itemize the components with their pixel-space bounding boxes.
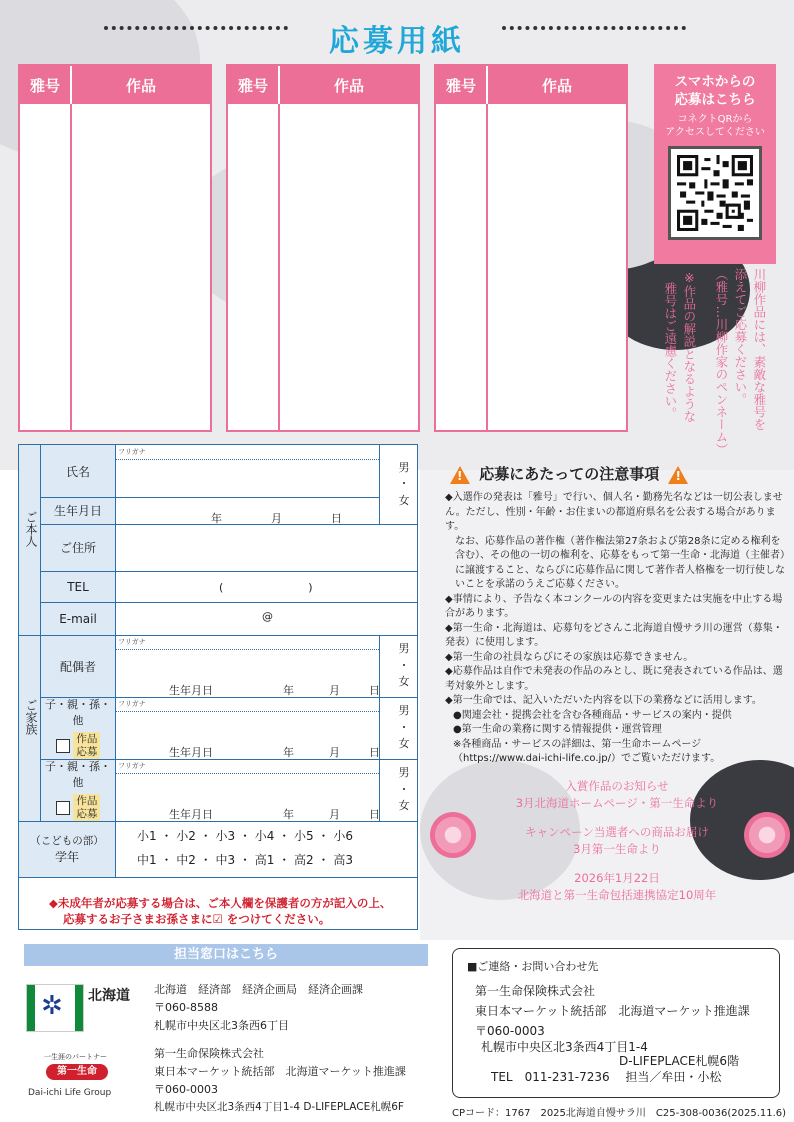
divider: [41, 602, 417, 603]
furigana-divider: [115, 649, 379, 650]
note-item: ●第一生命の業務に関する情報提供・運営管理: [453, 724, 662, 735]
furigana-label: フリガナ: [118, 638, 146, 646]
announce-5: 2026年1月22日: [574, 871, 660, 885]
entry-card-1: [18, 64, 212, 432]
hokkaido-logo-icon: ✲: [26, 984, 84, 1032]
sakuhin-field[interactable]: [488, 104, 626, 430]
divider: [115, 445, 116, 877]
tanto-bar: 担当窓口はこちら: [24, 944, 428, 966]
hokkaido-dept: 北海道 経済部 経済企画局 経済企画課: [154, 983, 363, 996]
vertical-note-3: （雅号…川柳作家のペンネーム）: [713, 268, 729, 456]
male-option[interactable]: 男: [398, 460, 410, 474]
female-option[interactable]: 女: [398, 737, 410, 751]
note-item: ◆応募作品は自作で未発表の作品のみとし、既に発表されている作品は、選考対象外とします。: [445, 666, 783, 692]
daiichi-en-logo: Dai-ichi Life Group: [28, 1088, 112, 1098]
announce-2: 3月北海道ホームページ・第一生命より: [515, 796, 719, 810]
sakuhin-oubo-badge: [73, 732, 100, 759]
contact-title: ■ご連絡・お問い合わせ先: [467, 960, 599, 973]
separator-dot: ・: [398, 782, 410, 796]
sex-selector[interactable]: [391, 445, 417, 524]
furigana-label: フリガナ: [118, 700, 146, 708]
warning-icon: !: [668, 466, 688, 484]
divider: [41, 571, 417, 572]
month-unit: 月: [329, 684, 340, 697]
gago-field[interactable]: [228, 104, 280, 430]
female-option[interactable]: 女: [398, 675, 410, 689]
hokkaido-logo-text: 北海道: [88, 988, 130, 1004]
gago-header: 雅号: [436, 66, 488, 104]
relation-label: 子・親・孫・他: [45, 698, 111, 728]
sakuhin-header: 作品: [280, 66, 418, 104]
spouse-label: 配偶者: [41, 635, 115, 697]
daiichi-dept: 東日本マーケット統括部 北海道マーケット推進課: [154, 1065, 406, 1078]
family-label-1: [41, 697, 115, 759]
notes-title-row: [450, 463, 688, 484]
vertical-note-2: 添えてご応募ください。: [732, 268, 748, 406]
entry-card-2: [226, 64, 420, 432]
page-title: 応募用紙: [329, 24, 465, 59]
footer-code: CPコード：1767 2025北海道自慢サラ川 C25-308-0036(2025.11.6): [452, 1108, 787, 1119]
female-option[interactable]: 女: [398, 493, 410, 507]
divider: [41, 759, 417, 760]
furigana-divider: [115, 459, 379, 460]
qr-code[interactable]: [668, 146, 762, 240]
notes-list: [445, 491, 785, 767]
announce-6: 北海道と第一生命包括連携協定10周年: [517, 888, 717, 902]
tel-field[interactable]: ( ): [219, 581, 314, 594]
announce-3: キャンペーン当選者への商品お届け: [525, 825, 709, 839]
day-unit: 日: [369, 808, 380, 821]
minor-note-2: 応募するお子さまお孫さまに☑ をつけてください。: [63, 912, 331, 926]
sakuhin-badge-line1: 作品: [76, 733, 98, 746]
qr-sub-1: コネクトQRから: [677, 114, 753, 125]
daiichi-company: 第一生命保険株式会社: [154, 1047, 264, 1060]
sakuhin-badge-line1: 作品: [76, 795, 98, 808]
qr-code-icon: [677, 155, 753, 231]
gago-header: 雅号: [228, 66, 280, 104]
birthday-sub-label: 生年月日: [169, 808, 213, 821]
month-unit: 月: [329, 808, 340, 821]
month-unit: 月: [271, 512, 282, 525]
divider: [41, 497, 379, 498]
divider: [19, 635, 417, 636]
partner-tagline: 一生涯のパートナー: [44, 1053, 107, 1061]
honnin-label: ご本人: [24, 511, 38, 547]
note-item: ◆入選作の発表は「雅号」で行い、個人名・勤務先名などは一切公表しません。ただし、性別・年齢・お住まいの都道府県名を公表する場合があります。: [445, 492, 783, 532]
hokkaido-zip: 〒060-8588: [154, 1001, 218, 1014]
separator-dot: ・: [398, 720, 410, 734]
qr-heading-1: スマホからの: [674, 74, 756, 90]
grade-label: [19, 821, 115, 877]
qr-panel: [654, 64, 776, 264]
email-label: E-mail: [41, 602, 115, 635]
vertical-note-1: 川柳作品には、素敵な雅号を: [751, 268, 767, 431]
vertical-note-4: ※作品の解説となるような: [681, 270, 697, 423]
note-item: ◆第一生命では、記入いただいた内容を以下の業務などに活用します。: [445, 695, 762, 706]
entry-card-3: [434, 64, 628, 432]
birthday-sub-label: 生年月日: [169, 746, 213, 759]
day-unit: 日: [369, 746, 380, 759]
birthday-label: 生年月日: [41, 497, 115, 524]
daiichi-zip: 〒060-0003: [154, 1083, 218, 1096]
warning-icon: !: [450, 466, 470, 484]
divider: [19, 877, 417, 878]
name-field[interactable]: [117, 461, 377, 496]
month-unit: 月: [329, 746, 340, 759]
name-label: 氏名: [41, 445, 115, 497]
grade-title: 学年: [54, 850, 79, 864]
address-field[interactable]: [117, 526, 415, 569]
vertical-note-5: 雅号はご遠慮ください。: [662, 282, 678, 420]
grade-options-secondary[interactable]: 中1 ・ 中2 ・ 中3 ・ 高1 ・ 高2 ・ 高3: [137, 853, 353, 867]
separator-dot: ・: [398, 658, 410, 672]
qr-sub-2: アクセスしてください: [665, 127, 765, 138]
divider: [379, 445, 380, 524]
female-option[interactable]: 女: [398, 799, 410, 813]
divider: [41, 697, 417, 698]
relation-label: 子・親・孫・他: [45, 760, 111, 790]
application-form: [18, 444, 418, 930]
divider: [19, 821, 417, 822]
contact-box: [452, 948, 780, 1098]
child-part-label: （こどもの部）: [30, 835, 104, 847]
kazoku-side: [19, 635, 41, 821]
note-item: ※各種商品・サービスの詳細は、第一生命ホームページ（https://www.dai-ichi-life.co.jp/）でご覧いただけます。: [453, 738, 721, 764]
divider: [41, 524, 417, 525]
year-unit: 年: [211, 512, 222, 525]
year-unit: 年: [283, 808, 294, 821]
sex-selector[interactable]: [391, 635, 417, 697]
year-unit: 年: [283, 684, 294, 697]
furigana-divider: [115, 773, 379, 774]
tel-label: TEL: [41, 571, 115, 602]
sakuhin-header: 作品: [488, 66, 626, 104]
male-option[interactable]: 男: [398, 704, 410, 718]
separator-dot: ・: [398, 477, 410, 491]
gago-header: 雅号: [20, 66, 72, 104]
email-field[interactable]: @: [262, 610, 273, 623]
furigana-divider: [115, 711, 379, 712]
contact-address: 札幌市中央区北3条西4丁目1-4: [481, 1040, 648, 1054]
sakuhin-field[interactable]: [280, 104, 418, 430]
family-checkbox-2[interactable]: [56, 801, 70, 815]
honnin-side: [19, 445, 41, 635]
note-item: ◆第一生命・北海道は、応募句をどさんこ北海道自慢サラ川の運営（募集・発表）に使用します。: [445, 622, 783, 648]
male-option[interactable]: 男: [398, 766, 410, 780]
notes-title: 応募にあたっての注意事項: [479, 465, 660, 483]
kazoku-label: ご家族: [24, 699, 38, 735]
furigana-label: フリガナ: [118, 448, 146, 456]
sex-selector[interactable]: [391, 759, 417, 821]
note-item: ◆事情により、予告なく本コンクールの内容を変更または実施を中止する場合があります。: [445, 593, 783, 619]
contact-tel[interactable]: TEL 011-231-7236 担当／牟田・小松: [491, 1070, 722, 1084]
gago-field[interactable]: [20, 104, 72, 430]
minor-note-1: ◆未成年者が応募する場合は、ご本人欄を保護者の方が記入の上、: [49, 896, 392, 910]
family-checkbox-1[interactable]: [56, 739, 70, 753]
sakuhin-header: 作品: [72, 66, 210, 104]
address-label: ご住所: [41, 524, 115, 571]
announce-1: 入賞作品のお知らせ: [565, 779, 669, 793]
contact-zip: 〒060-0003: [475, 1024, 545, 1038]
sakuhin-badge-line2: 応募: [76, 746, 98, 758]
family-label-2: [41, 759, 115, 821]
daiichi-address: 札幌市中央区北3条西4丁目1-4 D-LIFEPLACE札幌6F: [154, 1101, 404, 1113]
sex-selector[interactable]: [391, 697, 417, 759]
qr-heading-2: 応募はこちら: [674, 92, 756, 108]
birthday-sub-label: 生年月日: [169, 684, 213, 697]
gago-field[interactable]: [436, 104, 488, 430]
daiichi-logo: 第一生命: [46, 1064, 108, 1080]
sakuhin-field[interactable]: [72, 104, 210, 430]
note-item: なお、応募作品の著作権（著作権法第27条および第28条に定める権利を含む）、その他の一切の権利を、応募をもって第一生命・北海道（主催者）に譲渡すること、ならびに応募作品に関して著作者人格権を一切行使しないことを承諾のうえご応募ください。: [455, 535, 785, 590]
sakuhin-badge-line2: 応募: [76, 808, 98, 820]
grade-options-elementary[interactable]: 小1 ・ 小2 ・ 小3 ・ 小4 ・ 小5 ・ 小6: [137, 829, 353, 843]
contact-building: D-LIFEPLACE札幌6階: [619, 1054, 740, 1068]
hokkaido-address: 札幌市中央区北3条西6丁目: [154, 1019, 289, 1032]
contact-company: 第一生命保険株式会社: [475, 984, 596, 998]
contact-dept: 東日本マーケット統括部 北海道マーケット推進課: [475, 1004, 750, 1018]
day-unit: 日: [369, 684, 380, 697]
sakuhin-oubo-badge: [73, 794, 100, 821]
furigana-label: フリガナ: [118, 762, 146, 770]
day-unit: 日: [331, 512, 342, 525]
male-option[interactable]: 男: [398, 642, 410, 656]
announce-4: 3月第一生命より: [573, 842, 661, 856]
note-item: ●関連会社・提携会社を含む各種商品・サービスの案内・提供: [453, 709, 732, 721]
year-unit: 年: [283, 746, 294, 759]
divider: [379, 635, 380, 821]
note-item: ◆第一生命の社員ならびにその家族は応募できません。: [445, 651, 694, 663]
